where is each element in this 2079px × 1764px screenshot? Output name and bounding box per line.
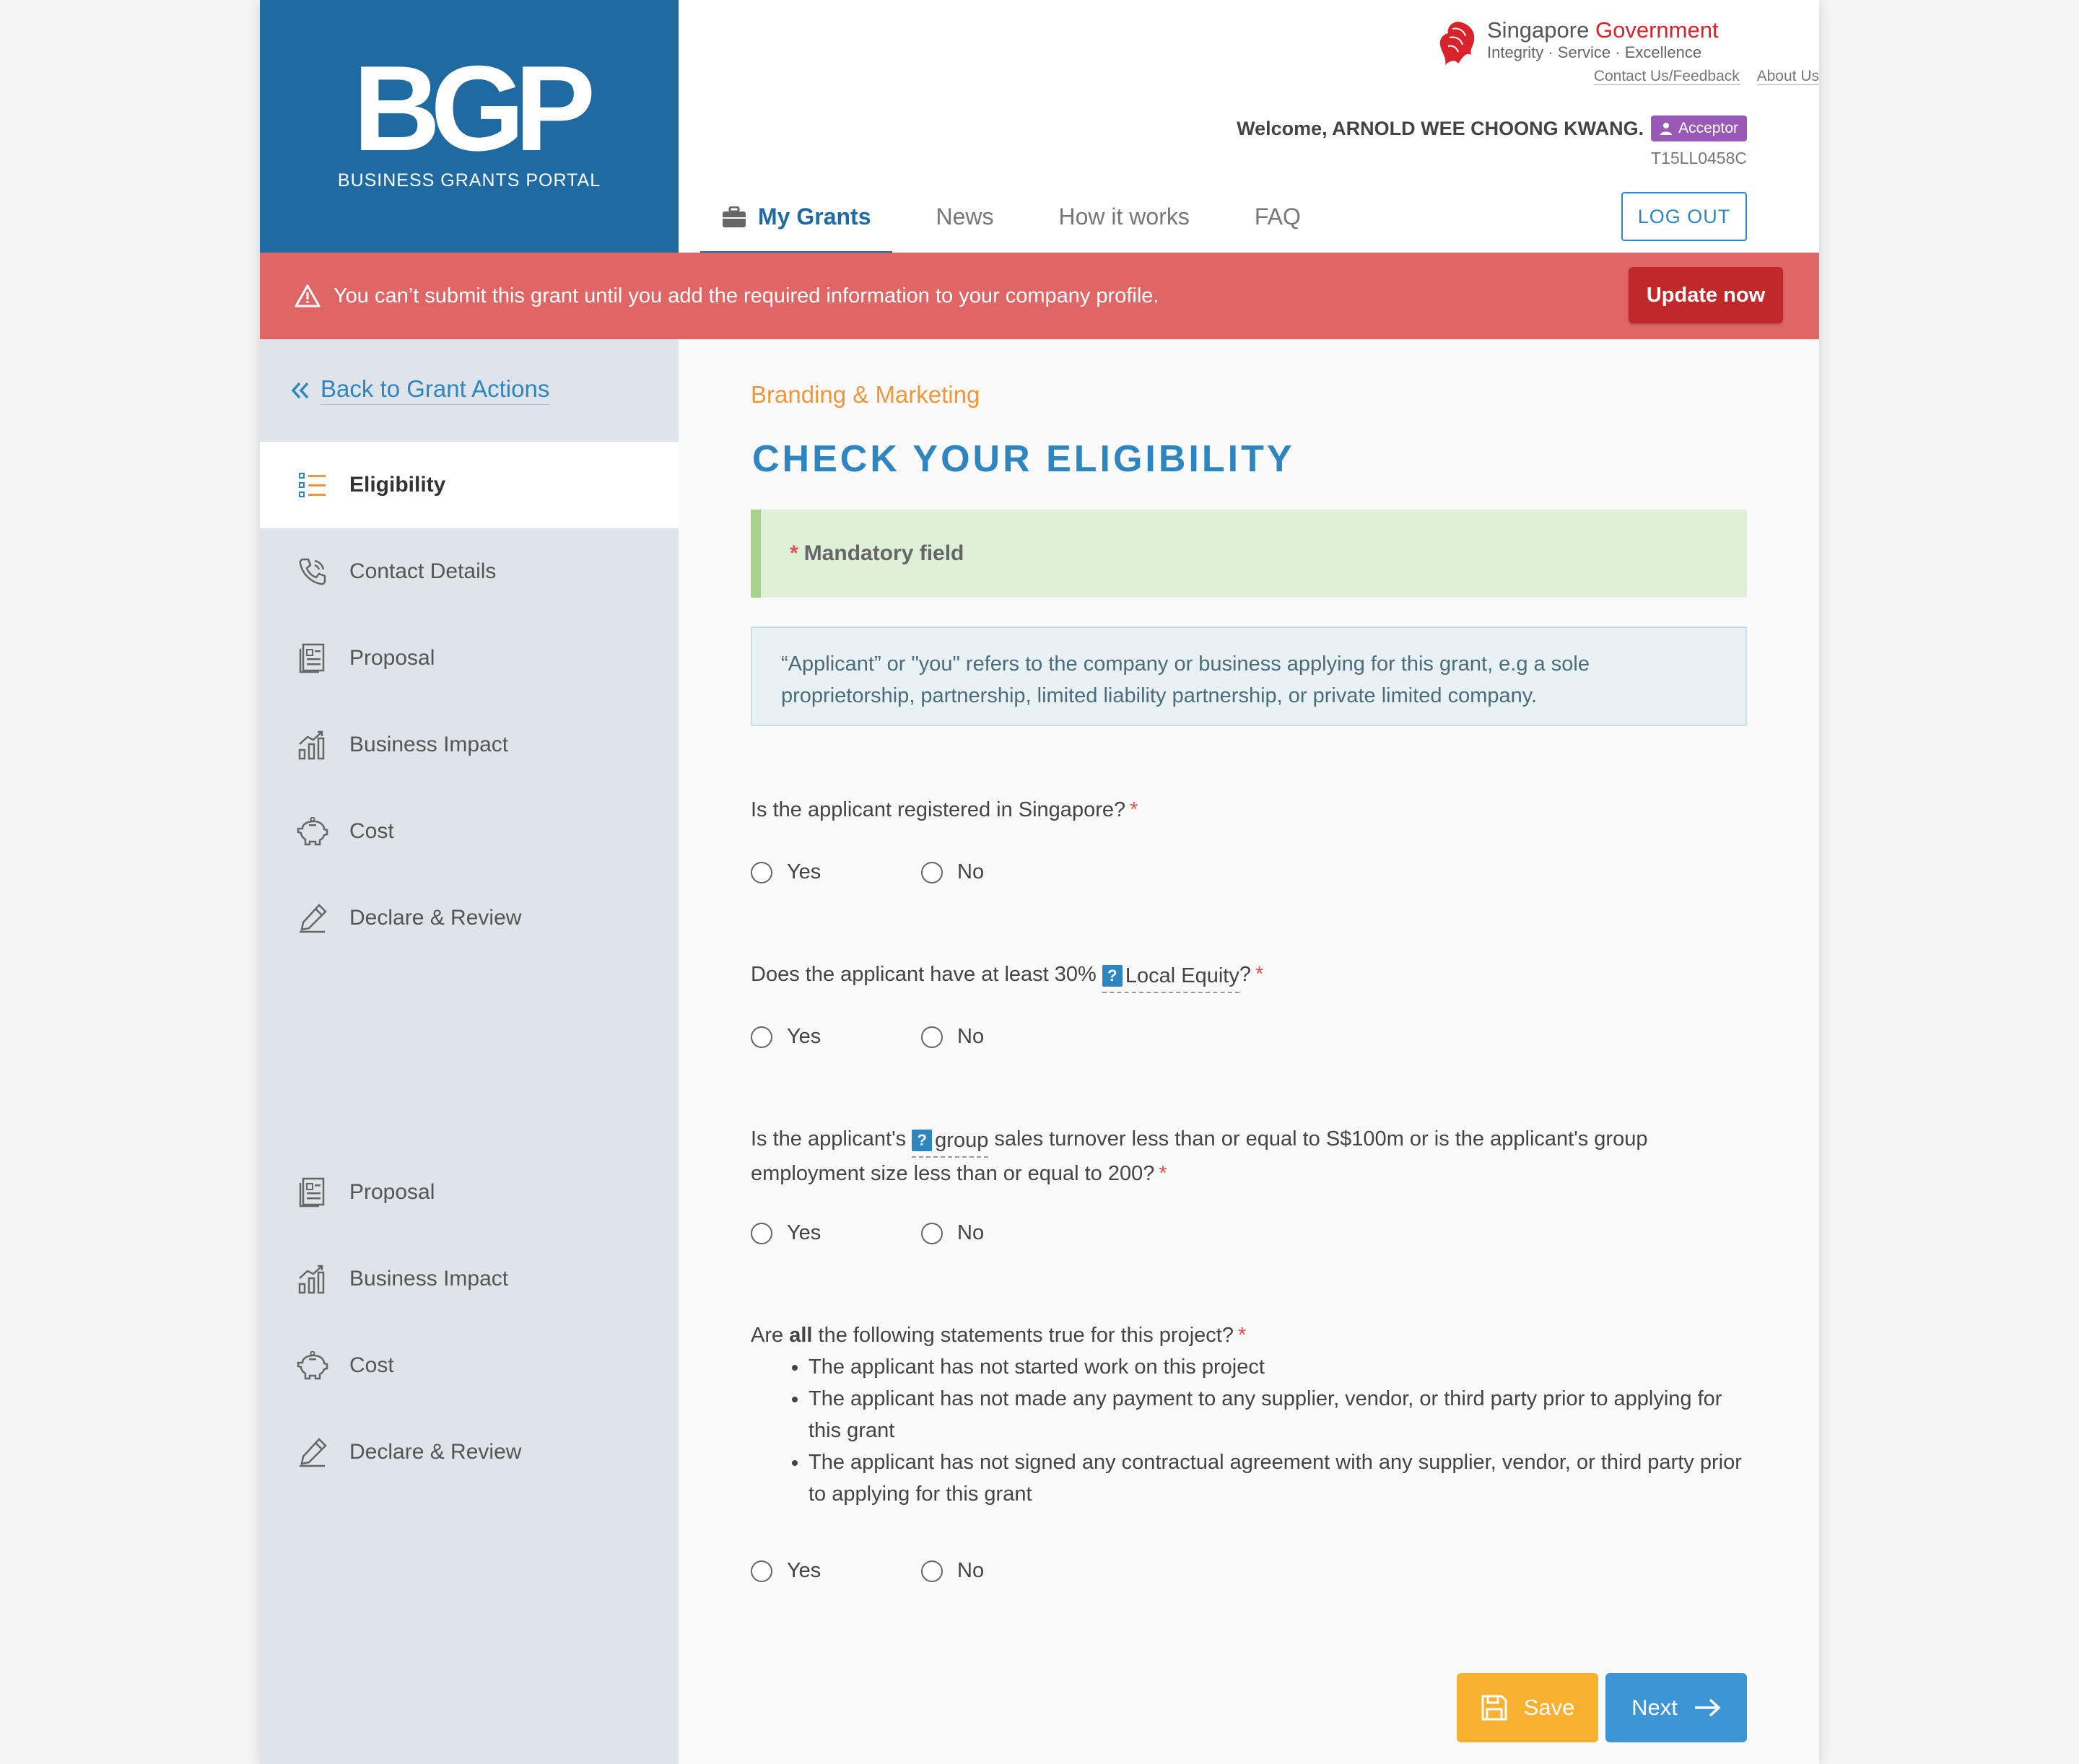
radio-circle[interactable] (921, 1223, 943, 1244)
welcome-message (1237, 115, 1747, 141)
radio-label: No (957, 1025, 985, 1048)
question-local-equity (751, 959, 1747, 993)
radio-no[interactable] (921, 1025, 1091, 1049)
nav-news[interactable]: News (936, 204, 994, 230)
question-group-turnover (751, 1123, 1747, 1189)
sidebar-item-contact-details[interactable] (260, 528, 679, 615)
mandatory-field-note (751, 510, 1747, 598)
document-icon (296, 642, 329, 675)
radio-yes[interactable] (751, 1221, 921, 1245)
user-icon (1660, 122, 1673, 135)
radio-label: Yes (787, 860, 821, 883)
radio-circle[interactable] (751, 862, 772, 883)
back-link-label: Back to Grant Actions (321, 375, 549, 405)
list-item: • The applicant has not signed any contractual agreement with any supplier, vendor, or third party prior to applying for this grant (808, 1446, 1747, 1510)
sidebar-item-declare-review[interactable] (260, 875, 679, 961)
warning-icon (295, 284, 321, 307)
gov-title-right: Government (1595, 17, 1719, 43)
sidebar-label: Declare & Review (349, 906, 522, 930)
radio-circle[interactable] (751, 1026, 772, 1048)
required-star: * (1255, 963, 1264, 986)
bar-chart-icon (296, 728, 329, 761)
radio-group-q4 (751, 1559, 1091, 1583)
role-badge (1651, 115, 1747, 141)
floppy-disk-icon (1481, 1694, 1508, 1721)
mandatory-label: Mandatory field (803, 541, 964, 565)
radio-yes[interactable] (751, 1025, 921, 1049)
page-title: CHECK YOUR ELIGIBILITY (752, 438, 1295, 480)
save-label: Save (1523, 1695, 1575, 1720)
alert-message: You can’t submit this grant until you add the required information to your company profile. (334, 284, 1159, 307)
logo-mark: BGP (352, 40, 586, 176)
question-text: Are (751, 1324, 784, 1347)
grant-category: Branding & Marketing (751, 381, 980, 408)
sidebar-item-eligibility[interactable] (260, 442, 679, 528)
question-text: Is the applicant's (751, 1127, 907, 1150)
sidebar-label: Contact Details (349, 559, 497, 583)
required-star: * (1237, 1324, 1247, 1347)
required-star: * (1130, 798, 1138, 821)
sidebar-label: Proposal (349, 1180, 435, 1204)
gov-branding (1487, 17, 1747, 62)
document-icon (296, 1176, 329, 1209)
nav-how-it-works[interactable]: How it works (1058, 204, 1190, 230)
tooltip-term: group (935, 1129, 989, 1152)
save-button[interactable] (1457, 1673, 1598, 1742)
sidebar-label: Proposal (349, 646, 435, 670)
radio-no[interactable] (921, 860, 1091, 884)
sidebar-label: Business Impact (349, 1267, 509, 1291)
profile-alert-banner (260, 253, 1819, 339)
role-label: Acceptor (1678, 120, 1738, 136)
sidebar-label: Business Impact (349, 733, 509, 756)
radio-no[interactable] (921, 1221, 1091, 1245)
question-emphasis: all (789, 1324, 813, 1347)
radio-group-q3 (751, 1221, 1091, 1245)
back-to-grant-actions-link[interactable] (290, 375, 549, 405)
main-nav (700, 195, 1344, 253)
radio-circle[interactable] (751, 1223, 772, 1244)
nav-faq[interactable]: FAQ (1254, 204, 1301, 230)
question-text: the following statements true for this project? (818, 1324, 1234, 1347)
list-item: • The applicant has not made any payment to any supplier, vendor, or third party prior to applying for this grant (808, 1383, 1747, 1446)
double-chevron-left-icon (290, 380, 310, 401)
statement-list (751, 1351, 1747, 1510)
sidebar-label: Cost (349, 1353, 394, 1377)
local-equity-tooltip[interactable] (1102, 960, 1239, 993)
radio-yes[interactable] (751, 860, 921, 884)
radio-circle[interactable] (921, 1026, 943, 1048)
nav-my-grants-label: My Grants (758, 204, 871, 230)
next-label: Next (1631, 1695, 1678, 1720)
question-statements-true (751, 1319, 1747, 1510)
gov-motto: Integrity · Service · Excellence (1487, 43, 1702, 61)
welcome-text: Welcome, ARNOLD WEE CHOONG KWANG. (1237, 117, 1644, 139)
gov-title (1487, 17, 1747, 43)
piggy-bank-icon (296, 815, 329, 848)
sidebar-label: Declare & Review (349, 1440, 522, 1464)
required-star: * (1159, 1162, 1167, 1185)
bar-chart-icon (296, 1262, 329, 1296)
radio-no[interactable] (921, 1559, 1091, 1583)
portal-name: BUSINESS GRANTS PORTAL (337, 170, 601, 191)
question-text-rest: sales turnover less than or equal to S$100m or is the applicant's group employment size less than or equal to 200? (751, 1127, 1648, 1185)
applicant-info-box: “Applicant” or "you" refers to the company or business applying for this grant, e.g a sole proprietorship, partnership, limited liability partnership, or private limited company. (751, 626, 1747, 726)
gov-title-left: Singapore (1487, 17, 1590, 43)
page-frame (260, 0, 1819, 1764)
pen-icon (296, 901, 329, 935)
header (679, 0, 1819, 253)
pen-icon (296, 1436, 329, 1469)
uen-number: T15LL0458C (1651, 149, 1747, 167)
help-icon: ? (1102, 965, 1123, 987)
radio-group-q2 (751, 1025, 1091, 1049)
checklist-icon (296, 468, 329, 502)
radio-label: Yes (787, 1221, 821, 1244)
next-button[interactable] (1605, 1673, 1747, 1742)
sidebar-item-proposal[interactable] (260, 1149, 679, 1236)
sidebar-item-cost[interactable] (260, 788, 679, 875)
gov-links (1581, 68, 1819, 85)
list-item: • The applicant has not started work on this project (808, 1351, 1747, 1383)
question-text: Is the applicant registered in Singapore? (751, 798, 1126, 821)
required-star: * (790, 541, 798, 565)
nav-my-grants[interactable] (700, 195, 892, 255)
radio-label: Yes (787, 1559, 821, 1582)
phone-icon (296, 555, 329, 588)
about-us-link[interactable]: About Us (1756, 68, 1819, 84)
piggy-bank-icon (296, 1349, 329, 1382)
group-tooltip[interactable] (912, 1125, 988, 1158)
portal-logo[interactable] (260, 0, 679, 253)
contact-feedback-link[interactable]: Contact Us/Feedback (1593, 68, 1740, 84)
radio-circle[interactable] (921, 862, 943, 883)
sidebar-item-declare-review[interactable] (260, 1409, 679, 1496)
radio-label: No (957, 1221, 985, 1244)
radio-yes[interactable] (751, 1559, 921, 1583)
question-registered-singapore (751, 794, 1747, 826)
radio-group-q1 (751, 860, 1091, 884)
sidebar-label: Cost (349, 819, 394, 843)
radio-label: No (957, 860, 985, 883)
sidebar-item-proposal[interactable] (260, 615, 679, 702)
update-now-button[interactable]: Update now (1629, 267, 1783, 323)
arrow-right-icon (1694, 1698, 1721, 1718)
tooltip-term: Local Equity (1125, 964, 1239, 987)
radio-circle[interactable] (751, 1560, 772, 1582)
help-icon: ? (912, 1130, 932, 1151)
question-heading (751, 1319, 1747, 1351)
question-suffix: ? (1239, 963, 1252, 986)
briefcase-icon (722, 206, 746, 228)
sidebar-item-cost[interactable] (260, 1322, 679, 1409)
sidebar-label: Eligibility (349, 473, 446, 497)
question-text: Does the applicant have at least 30% (751, 963, 1097, 986)
logout-button[interactable]: LOG OUT (1621, 192, 1747, 241)
radio-label: No (957, 1559, 985, 1582)
sidebar-item-business-impact[interactable] (260, 702, 679, 788)
lion-head-icon (1437, 20, 1477, 66)
sidebar (260, 339, 679, 1764)
radio-label: Yes (787, 1025, 821, 1048)
radio-circle[interactable] (921, 1560, 943, 1582)
sidebar-item-business-impact[interactable] (260, 1236, 679, 1322)
